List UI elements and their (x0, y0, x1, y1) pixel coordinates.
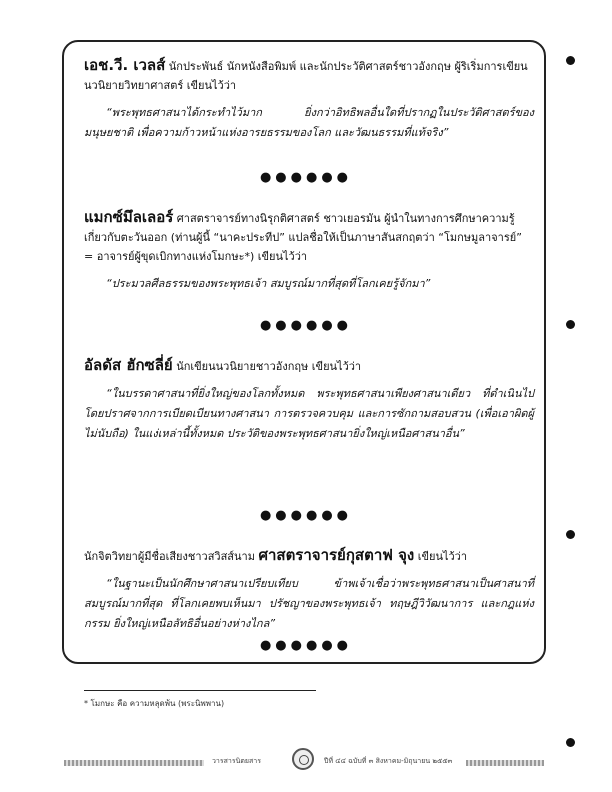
author-name: เอช.วี. เวลส์ (84, 56, 166, 74)
author-intro: ศาสตราจารย์ทางนิรุกติศาสตร์ ชาวเยอรมัน ผู้นำในทางการศึกษาความรู้เกี่ยวกับตะวันออก (ท่านผู้นี้ “นาคะประทีป” แปลชื่อให้เป็นภาษาสันสกฤตว่า “โมกษมูลาจารย์” = อาจารย์ผู้ขุดเบิกทางแห่งโมกษะ*) เขียนไว้ว่า (84, 212, 522, 263)
footnote-rule (84, 690, 316, 691)
author-quote: “ในบรรดาศาสนาที่ยิ่งใหญ่ของโลกทั้งหมด พระพุทธศาสนาเพียงศาสนาเดียว ที่ดำเนินไปโดยปราศจากการเบียดเบียนทางศาสนา การตรวจควบคุม และการซักถามสอบสวน (เพื่อเอาผิดผู้ไม่นับถือ) ในแง่เหล่านี้ทั้งหมด ประวัติของพระพุทธศาสนายิ่งใหญ่เหนือศาสนาอื่น” (84, 387, 534, 440)
author-quote: “ประมวลศีลธรรมของพระพุทธเจ้า สมบูรณ์มากที่สุดที่โลกเคยรู้จักมา” (106, 277, 431, 290)
section-lead (84, 356, 534, 376)
author-name: อัลดัส ฮักซลี่ย์ (84, 356, 173, 374)
section-divider: ●●●●●● (259, 170, 353, 185)
margin-bullet-lower (566, 530, 575, 539)
author-pre: นักจิตวิทยาผู้มีชื่อเสียงชาวสวิสส์นาม (84, 550, 255, 563)
author-name: แมกซ์มึลเลอร์ (84, 208, 174, 226)
section-muller (84, 208, 534, 294)
margin-bullet-top (566, 56, 575, 65)
author-quote: “ในฐานะเป็นนักศึกษาศาสนาเปรียบเทียบ ข้าพเจ้าเชื่อว่าพระพุทธศาสนาเป็นศาสนาที่สมบูรณ์มากที่สุด ที่โลกเคยพบเห็นมา ปรัชญาของพระพุทธเจ้า ทฤษฎีวิวัฒนาการ และกฎแห่งกรรม ยิ่งใหญ่เหนือลัทธิอื่นอย่างห่างไกล” (84, 577, 534, 630)
section-huxley (84, 356, 534, 444)
author-intro: เขียนไว้ว่า (417, 550, 468, 563)
section-divider: ●●●●●● (259, 638, 353, 653)
section-wells (84, 56, 534, 143)
footnote: * โมกษะ คือ ความหลุดพ้น (พระนิพพาน) (84, 699, 225, 708)
footer-bar-left (64, 760, 204, 766)
section-divider: ●●●●●● (259, 508, 353, 523)
author-intro: นักประพันธ์ นักหนังสือพิมพ์ และนักประวัติศาสตร์ชาวอังกฤษ ผู้ริเริ่มการเขียนนวนิยายวิทยาศาสตร์ เขียนไว้ว่า (84, 60, 528, 92)
section-lead (84, 56, 534, 95)
section-jung (84, 546, 534, 634)
section-divider: ●●●●●● (259, 318, 353, 333)
section-lead (84, 208, 534, 266)
footer-bar-right (466, 760, 544, 766)
footer-left-text: วารสารนิตยสาร (212, 757, 261, 765)
journal-logo-icon (292, 748, 314, 770)
author-intro: นักเขียนนวนิยายชาวอังกฤษ เขียนไว้ว่า (176, 360, 362, 373)
footer-right-text: ปีที่ ๔๔ ฉบับที่ ๓ สิงหาคม-มิถุนายน ๒๕๕๓ (324, 757, 453, 765)
author-quote: “พระพุทธศาสนาได้กระทำไว้มาก ยิ่งกว่าอิทธิพลอื่นใดที่ปรากฏในประวัติศาสตร์ของมนุษยชาติ เพื่อความก้าวหน้าแห่งอารยธรรมของโลก และวัฒนธรรมที่แท้จริง” (84, 106, 534, 139)
margin-bullet-bottom (566, 738, 575, 747)
section-lead (84, 546, 534, 566)
author-name: ศาสตราจารย์กุสตาฟ จุง (258, 546, 415, 564)
